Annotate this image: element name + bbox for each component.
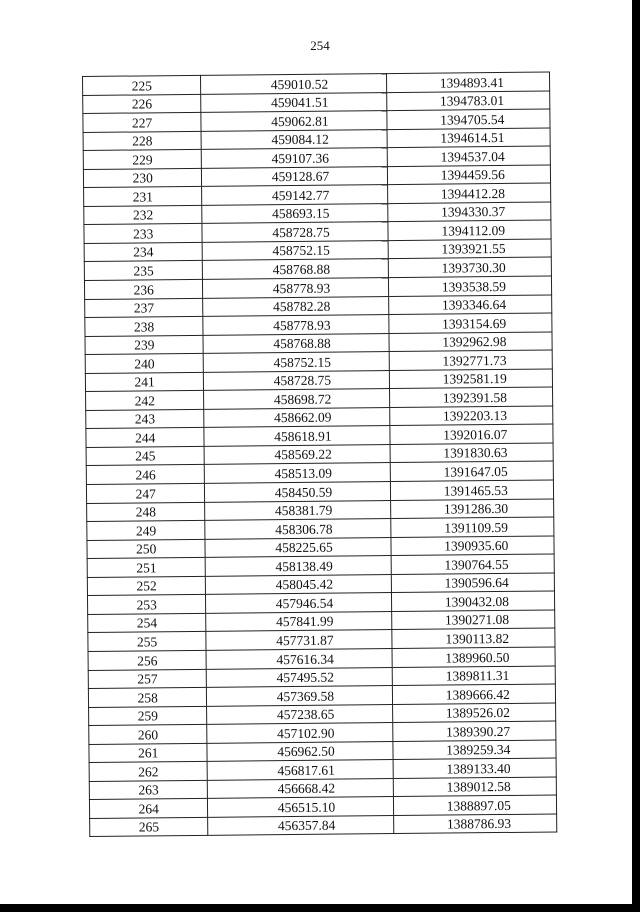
point-number-text: 253	[136, 597, 157, 613]
point-number-cell	[87, 558, 206, 578]
point-number-text: 242	[134, 393, 156, 409]
x-coordinate-text: 459041.51	[270, 94, 329, 111]
y-coordinate-cell	[388, 257, 552, 277]
point-number-cell	[86, 391, 205, 411]
point-number-text: 247	[135, 485, 156, 502]
point-number-cell	[85, 335, 204, 355]
point-number-cell	[83, 75, 202, 95]
point-number-cell	[87, 520, 206, 540]
point-number-cell	[85, 316, 204, 336]
point-number-text: 264	[138, 801, 159, 817]
y-coordinate-text: 1388897.05	[446, 797, 511, 814]
y-coordinate-text: 1391109.59	[444, 519, 509, 536]
point-number-text: 236	[133, 281, 154, 298]
y-coordinate-cell	[389, 406, 553, 426]
y-coordinate-cell	[391, 591, 555, 611]
y-coordinate-text: 1394459.56	[440, 167, 505, 183]
x-coordinate-text: 457238.65	[276, 706, 335, 723]
y-coordinate-cell	[389, 369, 553, 389]
point-number-cell	[83, 150, 202, 170]
x-coordinate-cell	[206, 593, 391, 613]
y-coordinate-text: 1389259.34	[446, 742, 511, 758]
y-coordinate-cell	[391, 610, 555, 630]
x-coordinate-cell	[203, 278, 388, 298]
y-coordinate-cell	[391, 554, 555, 574]
point-number-cell	[86, 428, 205, 448]
y-coordinate-cell	[388, 220, 552, 240]
x-coordinate-cell	[203, 296, 388, 316]
x-coordinate-cell	[208, 815, 393, 835]
point-number-cell	[84, 261, 203, 281]
y-coordinate-cell	[387, 165, 551, 185]
point-number-cell	[86, 465, 205, 485]
table-row	[90, 814, 557, 837]
point-number-text: 229	[132, 152, 153, 168]
x-coordinate-text: 457841.99	[275, 614, 334, 630]
x-coordinate-cell	[206, 556, 391, 576]
point-number-cell	[90, 817, 209, 837]
y-coordinate-text: 1392962.98	[442, 334, 507, 350]
y-coordinate-cell	[390, 517, 554, 537]
point-number-cell	[83, 168, 202, 188]
y-coordinate-cell	[387, 183, 551, 203]
y-coordinate-cell	[393, 777, 557, 797]
y-coordinate-text: 1393538.59	[441, 278, 506, 295]
point-number-text: 238	[133, 318, 155, 335]
x-coordinate-cell	[202, 222, 387, 242]
x-coordinate-cell	[205, 537, 390, 557]
x-coordinate-text: 458306.78	[275, 521, 333, 537]
x-coordinate-text: 459010.52	[270, 76, 329, 92]
coordinate-table-body	[83, 72, 557, 837]
x-coordinate-text: 458138.49	[275, 558, 333, 574]
y-coordinate-cell	[389, 350, 553, 370]
x-coordinate-cell	[203, 315, 388, 335]
point-number-cell	[84, 279, 203, 299]
x-coordinate-cell	[206, 611, 391, 631]
x-coordinate-text: 458381.79	[274, 502, 333, 519]
point-number-text: 258	[137, 689, 158, 706]
point-number-cell	[88, 613, 207, 633]
x-coordinate-cell	[202, 240, 387, 260]
point-number-cell	[84, 187, 203, 207]
point-number-cell	[89, 724, 208, 744]
point-number-cell	[89, 762, 208, 782]
x-coordinate-cell	[202, 185, 387, 205]
y-coordinate-cell	[390, 480, 554, 500]
x-coordinate-text: 457369.58	[276, 688, 335, 704]
y-coordinate-text: 1388786.93	[446, 816, 512, 832]
point-number-text: 263	[138, 782, 159, 798]
point-number-text: 226	[131, 96, 153, 112]
point-number-text: 228	[132, 133, 153, 149]
y-coordinate-text: 1391465.53	[443, 482, 508, 499]
y-coordinate-cell	[388, 239, 552, 259]
y-coordinate-text: 1390113.82	[445, 630, 510, 647]
x-coordinate-text: 457495.52	[276, 669, 335, 686]
y-coordinate-text: 1389666.42	[445, 686, 510, 703]
y-coordinate-cell	[391, 573, 555, 593]
point-number-cell	[87, 539, 206, 559]
x-coordinate-text: 458513.09	[274, 465, 333, 482]
x-coordinate-text: 458728.75	[272, 224, 330, 241]
y-coordinate-cell	[386, 109, 550, 129]
y-coordinate-cell	[393, 758, 557, 778]
x-coordinate-cell	[201, 129, 386, 149]
y-coordinate-cell	[387, 128, 551, 148]
y-coordinate-cell	[386, 72, 550, 92]
y-coordinate-cell	[391, 628, 555, 648]
y-coordinate-text: 1394783.01	[439, 93, 505, 109]
y-coordinate-cell	[389, 424, 553, 444]
point-number-cell	[87, 576, 206, 596]
point-number-text: 225	[131, 77, 152, 94]
x-coordinate-text: 457731.87	[276, 632, 334, 649]
point-number-cell	[89, 743, 208, 763]
y-coordinate-cell	[392, 740, 556, 760]
y-coordinate-cell	[393, 814, 557, 834]
x-coordinate-cell	[202, 148, 387, 168]
point-number-text: 250	[136, 541, 157, 557]
point-number-text: 232	[132, 207, 154, 223]
y-coordinate-text: 1392581.19	[442, 371, 507, 387]
x-coordinate-text: 459128.67	[271, 168, 330, 185]
x-coordinate-text: 458662.09	[274, 410, 332, 426]
y-coordinate-text: 1392016.07	[443, 426, 508, 443]
point-number-text: 265	[138, 819, 160, 835]
point-number-cell	[84, 242, 203, 262]
x-coordinate-cell	[204, 389, 389, 409]
point-number-text: 246	[135, 467, 156, 483]
y-coordinate-cell	[388, 313, 552, 333]
point-number-cell	[87, 595, 206, 615]
point-number-cell	[85, 298, 204, 318]
point-number-text: 255	[136, 634, 158, 650]
y-coordinate-text: 1390271.08	[444, 612, 510, 628]
y-coordinate-text: 1392771.73	[442, 352, 507, 369]
x-coordinate-cell	[205, 482, 390, 502]
y-coordinate-text: 1390596.64	[444, 575, 509, 591]
point-number-text: 237	[133, 300, 155, 316]
y-coordinate-text: 1394330.37	[440, 204, 506, 220]
y-coordinate-cell	[393, 795, 557, 815]
x-coordinate-text: 458728.75	[273, 372, 332, 389]
point-number-cell	[86, 409, 205, 429]
x-coordinate-cell	[204, 370, 389, 390]
y-coordinate-cell	[392, 665, 556, 685]
x-coordinate-cell	[207, 704, 392, 724]
point-number-text: 254	[136, 615, 158, 631]
x-coordinate-text: 459084.12	[271, 131, 329, 148]
x-coordinate-text: 458752.15	[272, 243, 330, 259]
y-coordinate-text: 1389390.27	[445, 723, 511, 740]
x-coordinate-cell	[202, 166, 387, 186]
x-coordinate-text: 459107.36	[271, 150, 330, 166]
x-coordinate-cell	[207, 667, 392, 687]
point-number-text: 241	[134, 374, 155, 390]
y-coordinate-text: 1394614.51	[440, 130, 505, 146]
y-coordinate-text: 1391647.05	[443, 463, 508, 480]
point-number-cell	[88, 687, 207, 707]
y-coordinate-cell	[390, 499, 554, 519]
x-coordinate-text: 458569.22	[274, 447, 332, 463]
x-coordinate-text: 458693.15	[272, 206, 330, 222]
point-number-cell	[86, 483, 205, 503]
y-coordinate-text: 1392203.13	[442, 408, 508, 424]
point-number-text: 230	[132, 170, 153, 186]
point-number-text: 260	[137, 726, 159, 743]
x-coordinate-text: 458768.88	[272, 261, 331, 278]
point-number-cell	[83, 94, 202, 114]
y-coordinate-text: 1390432.08	[444, 593, 509, 610]
point-number-cell	[85, 354, 204, 374]
x-coordinate-text: 458225.65	[275, 539, 333, 556]
point-number-cell	[87, 502, 206, 522]
y-coordinate-cell	[392, 721, 556, 741]
x-coordinate-cell	[203, 333, 388, 353]
x-coordinate-cell	[205, 519, 390, 539]
point-number-cell	[88, 650, 207, 670]
x-coordinate-text: 458778.93	[273, 317, 331, 333]
y-coordinate-text: 1389012.58	[446, 779, 511, 795]
point-number-text: 235	[133, 263, 154, 279]
y-coordinate-text: 1393730.30	[441, 259, 506, 276]
y-coordinate-cell	[386, 91, 550, 111]
y-coordinate-text: 1394893.41	[439, 74, 505, 91]
x-coordinate-text: 456515.10	[277, 799, 336, 816]
y-coordinate-cell	[389, 387, 553, 407]
x-coordinate-text: 456962.50	[277, 743, 335, 760]
y-coordinate-cell	[388, 295, 552, 315]
point-number-text: 249	[135, 522, 157, 539]
x-coordinate-text: 456357.84	[277, 818, 336, 834]
point-number-cell	[89, 799, 208, 819]
x-coordinate-text: 459142.77	[271, 187, 330, 204]
y-coordinate-cell	[391, 536, 555, 556]
x-coordinate-cell	[205, 463, 390, 483]
x-coordinate-text: 458045.42	[275, 576, 334, 593]
x-coordinate-cell	[204, 407, 389, 427]
y-coordinate-cell	[389, 332, 553, 352]
point-number-cell	[85, 372, 204, 392]
x-coordinate-text: 458778.93	[272, 280, 331, 296]
point-number-text: 248	[135, 504, 157, 520]
x-coordinate-text: 458752.15	[273, 354, 331, 370]
point-number-cell	[89, 706, 208, 726]
x-coordinate-cell	[204, 352, 389, 372]
y-coordinate-text: 1394412.28	[440, 185, 506, 202]
point-number-text: 240	[134, 356, 155, 372]
point-number-text: 239	[134, 337, 155, 353]
x-coordinate-text: 458618.91	[274, 428, 332, 445]
y-coordinate-text: 1393154.69	[442, 315, 507, 332]
y-coordinate-cell	[388, 276, 552, 296]
y-coordinate-cell	[390, 443, 554, 463]
y-coordinate-text: 1394537.04	[440, 148, 505, 165]
x-coordinate-cell	[201, 74, 386, 94]
x-coordinate-text: 457946.54	[275, 595, 334, 612]
point-number-text: 231	[132, 189, 154, 205]
x-coordinate-text: 459062.81	[271, 113, 329, 129]
point-number-cell	[88, 632, 207, 652]
point-number-text: 227	[131, 114, 153, 131]
point-number-text: 262	[138, 764, 159, 780]
x-coordinate-cell	[204, 426, 389, 446]
y-coordinate-text: 1392391.58	[442, 389, 508, 406]
x-coordinate-cell	[207, 760, 392, 780]
point-number-cell	[84, 205, 203, 225]
x-coordinate-text: 458768.88	[273, 335, 331, 352]
y-coordinate-text: 1394705.54	[440, 111, 505, 128]
point-number-text: 261	[137, 745, 159, 761]
x-coordinate-cell	[205, 500, 390, 520]
point-number-cell	[86, 446, 205, 466]
point-number-text: 234	[133, 244, 154, 260]
point-number-text: 245	[135, 448, 156, 464]
point-number-text: 259	[137, 708, 159, 724]
x-coordinate-cell	[206, 574, 391, 594]
x-coordinate-cell	[202, 203, 387, 223]
y-coordinate-text: 1391830.63	[443, 445, 508, 462]
y-coordinate-text: 1390764.55	[444, 556, 509, 573]
x-coordinate-cell	[201, 111, 386, 131]
y-coordinate-text: 1394112.09	[441, 222, 506, 239]
x-coordinate-text: 457102.90	[277, 725, 335, 741]
x-coordinate-text: 458698.72	[273, 391, 332, 408]
point-number-cell	[89, 780, 208, 800]
point-number-cell	[84, 224, 203, 244]
y-coordinate-text: 1391286.30	[443, 501, 509, 517]
point-number-text: 252	[136, 578, 157, 594]
x-coordinate-cell	[207, 686, 392, 706]
y-coordinate-cell	[387, 202, 551, 222]
y-coordinate-text: 1393346.64	[441, 297, 507, 313]
x-coordinate-text: 456668.42	[277, 780, 336, 797]
y-coordinate-text: 1393921.55	[441, 241, 506, 258]
point-number-text: 257	[137, 671, 158, 687]
y-coordinate-cell	[392, 684, 556, 704]
y-coordinate-cell	[390, 461, 554, 481]
x-coordinate-cell	[204, 445, 389, 465]
x-coordinate-cell	[201, 92, 386, 112]
x-coordinate-cell	[206, 649, 391, 669]
x-coordinate-text: 457616.34	[276, 651, 334, 667]
point-number-cell	[83, 112, 202, 132]
y-coordinate-cell	[387, 146, 551, 166]
point-number-text: 233	[133, 226, 154, 242]
y-coordinate-cell	[392, 647, 556, 667]
x-coordinate-text: 456817.61	[277, 762, 335, 778]
x-coordinate-text: 458450.59	[274, 484, 333, 500]
y-coordinate-text: 1390935.60	[444, 538, 509, 554]
y-coordinate-text: 1389960.50	[445, 649, 510, 666]
x-coordinate-cell	[203, 259, 388, 279]
y-coordinate-text: 1389526.02	[445, 705, 511, 721]
x-coordinate-cell	[206, 630, 391, 650]
y-coordinate-text: 1389133.40	[446, 760, 511, 777]
point-number-cell	[83, 131, 202, 151]
x-coordinate-cell	[207, 741, 392, 761]
point-number-text: 243	[134, 411, 156, 427]
point-number-text: 244	[134, 430, 156, 446]
point-number-text: 251	[136, 560, 157, 576]
x-coordinate-cell	[208, 797, 393, 817]
coordinate-table	[82, 72, 557, 838]
x-coordinate-text: 458782.28	[272, 298, 331, 315]
point-number-text: 256	[137, 652, 158, 668]
x-coordinate-cell	[207, 723, 392, 743]
point-number-cell	[88, 669, 207, 689]
x-coordinate-cell	[208, 778, 393, 798]
y-coordinate-cell	[392, 703, 556, 723]
page-number: 254	[310, 38, 330, 53]
y-coordinate-text: 1389811.31	[445, 667, 510, 684]
